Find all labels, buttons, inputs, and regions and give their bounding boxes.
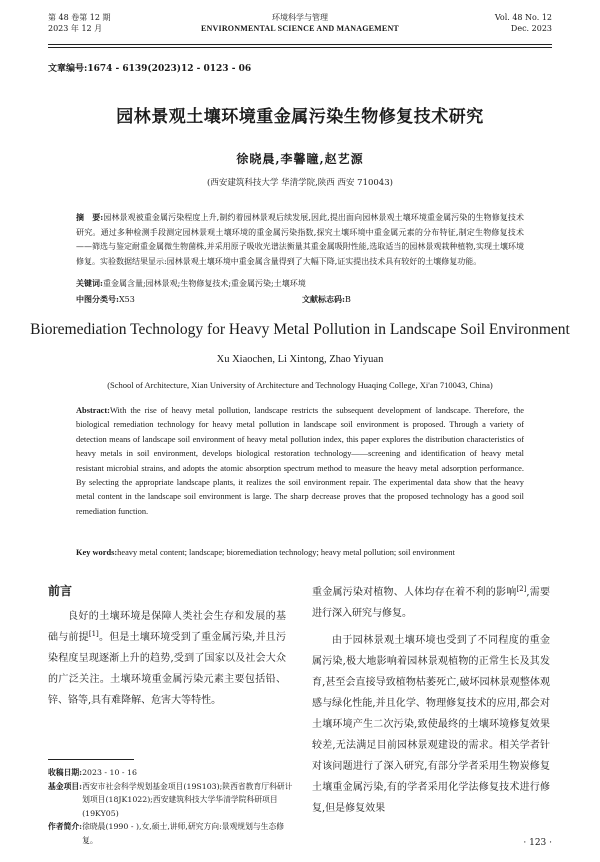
clc-label: 中图分类号:	[76, 294, 119, 304]
fund-text: 西安市社会科学规划基金项目(19S103);陕西省教育厅科研计划项目(18JK1022);西安建筑科技大学华清学院科研项目(19KY05)	[82, 781, 293, 818]
title-zh: 园林景观土壤环境重金属污染生物修复技术研究	[116, 107, 484, 127]
fund-label: 基金项目:	[48, 781, 83, 791]
date-en: Dec. 2023	[510, 24, 552, 33]
document-code	[302, 294, 351, 305]
running-header	[48, 12, 552, 44]
abstract-zh-text: 园林景观被重金属污染程度上升,制约着园林景观后续发展,因此,提出面向园林景观土壤环境重金属污染的生物修复技术研究。通过多种检测手段测定园林景观土壤环境的重金属污染指数,探究土壤环境中重金属元素的分布特征,制定生物修复技术——筛选与鉴定耐重金属微生物菌株,并采用原子吸收光谱法衡量其重金属吸附性能,选取适当的园林景观栽种植物,实现土壤环境修复。实验数据结果显示:园林景观土壤环境中重金属含量得到了大幅下降,证实提出技术具有较好的土壤修复功能。	[76, 213, 525, 266]
abstract-en-text: With the rise of heavy metal pollution, landscape restricts the subsequent development of landscape. Therefore, the biological remediation technology for heavy metal pollution in landscape soil environment is proposed. Through a variety of detection means of landscape soil environment of heavy metal pollution index, this paper explores the distribution characteristics of heavy metals in soil environment, develops biological restoration technology——screening and identification of heavy metal resistant microbial strains, and adopts the atomic absorption spectrum method to measure the heavy metal adsorption performance. By selecting the appropriate landscape plants, it realizes the soil environment repair. The experimental data show that the heavy metal content in the landscape soil environment is large. The sharp decrease proves that the proposed technology has a good soil remediation function.	[76, 406, 524, 516]
footnote-fund	[48, 780, 296, 821]
body-text: ,需要进行深入研究与修复。	[312, 587, 550, 619]
keywords-zh-label: 关键词:	[76, 278, 103, 288]
volume-issue-en: Vol. 48 No. 12	[494, 13, 552, 22]
doc-label: 文献标志码:	[302, 294, 345, 304]
journal-name-en: ENVIRONMENTAL SCIENCE AND MANAGEMENT	[201, 24, 399, 33]
clc-number	[76, 294, 135, 305]
keywords-en-label: Key words:	[76, 548, 118, 557]
article-number: 文章编号:1674 - 6139(2023)12 - 0123 - 06	[48, 64, 252, 74]
received-date: 2023 - 10 - 16	[82, 768, 137, 777]
keywords-en-text: heavy metal content; landscape; bioremediation technology; heavy metal pollution; soil environment	[117, 548, 455, 557]
author-bio-text: 徐晓晨(1990 - ),女,硕士,讲师,研究方向:景观规划与生态修复。	[82, 822, 285, 845]
author-bio-label: 作者简介:	[48, 822, 83, 831]
body-column-left	[48, 582, 286, 711]
abstract-zh-label: 摘 要:	[76, 212, 104, 222]
page-number: · 123 ·	[523, 838, 552, 848]
volume-issue-zh: 第 48 卷第 12 期	[48, 13, 111, 22]
authors-en: Xu Xiaochen, Li Xintong, Zhao Yiyuan	[216, 354, 384, 365]
received-label: 收稿日期:	[48, 768, 83, 777]
footnote-received	[48, 766, 296, 780]
body-text: 。但是土壤环境受到了重金属污染,并且污染程度呈现逐渐上升的趋势,受到了国家以及社会大众的广泛关注。土壤环境重金属污染元素主要包括铅、锌、铬等,具有难降解、危害大等特性。	[48, 632, 286, 706]
body-text: 重金属污染对植物、人体均存在着不利的影响	[312, 587, 517, 598]
title-en: Bioremediation Technology for Heavy Metal Pollution in Landscape Soil Environment	[30, 321, 570, 338]
abstract-zh	[76, 210, 524, 269]
body-paragraph	[48, 606, 286, 711]
footnote-author	[48, 820, 296, 847]
clc-value: X53	[118, 295, 135, 304]
header-right	[495, 12, 552, 34]
section-title: 前言	[48, 584, 73, 598]
citation-ref[interactable]: [2]	[516, 585, 527, 593]
body-paragraph	[312, 582, 550, 624]
authors-zh: 徐晓晨,李馨瞳,赵艺源	[236, 152, 364, 166]
body-text: 良好的土壤环境是保障人类社会生存和发展的基础与前提	[48, 611, 286, 643]
header-rule	[48, 44, 552, 45]
header-center	[48, 12, 552, 34]
date-zh: 2023 年 12 月	[48, 24, 103, 33]
journal-name-zh: 环境科学与管理	[272, 13, 328, 22]
abstract-en-label: Abstract:	[76, 406, 110, 415]
body-paragraph: 由于园林景观土壤环境也受到了不同程度的重金属污染,极大地影响着园林景观植物的正常生长及其发育,甚至会直接导致植物枯萎死亡,破坏园林景观整体观感与绿化性能,并且化学、物理修复技术的应用,都会对土壤环境产生二次污染,致使最终的土壤环境修复效果较差,无法满足目前园林景观建设的需求。相关学者针对该问题进行了深入研究,有部分学者采用生物炭修复土壤重金属污染,有的学者采用化学法修复技术进行修复,但是修复效果	[312, 635, 550, 814]
citation-ref[interactable]: [1]	[88, 630, 99, 638]
affiliation-zh: (西安建筑科技大学 华清学院,陕西 西安 710043)	[207, 178, 393, 188]
header-rule-thin	[48, 47, 552, 48]
affiliation-en: (School of Architecture, Xian University of Architecture and Technology Huaqing College, Xi'an 710043, China)	[107, 380, 493, 390]
keywords-zh-text: 重金属含量;园林景观;生物修复技术;重金属污染;土壤环境	[102, 279, 306, 288]
body-column-right	[312, 582, 550, 819]
doc-value: B	[344, 295, 351, 304]
keywords-zh	[76, 278, 524, 289]
footnote-rule	[48, 759, 134, 760]
footnotes	[48, 766, 296, 847]
keywords-en	[76, 548, 524, 557]
abstract-en	[76, 404, 524, 519]
